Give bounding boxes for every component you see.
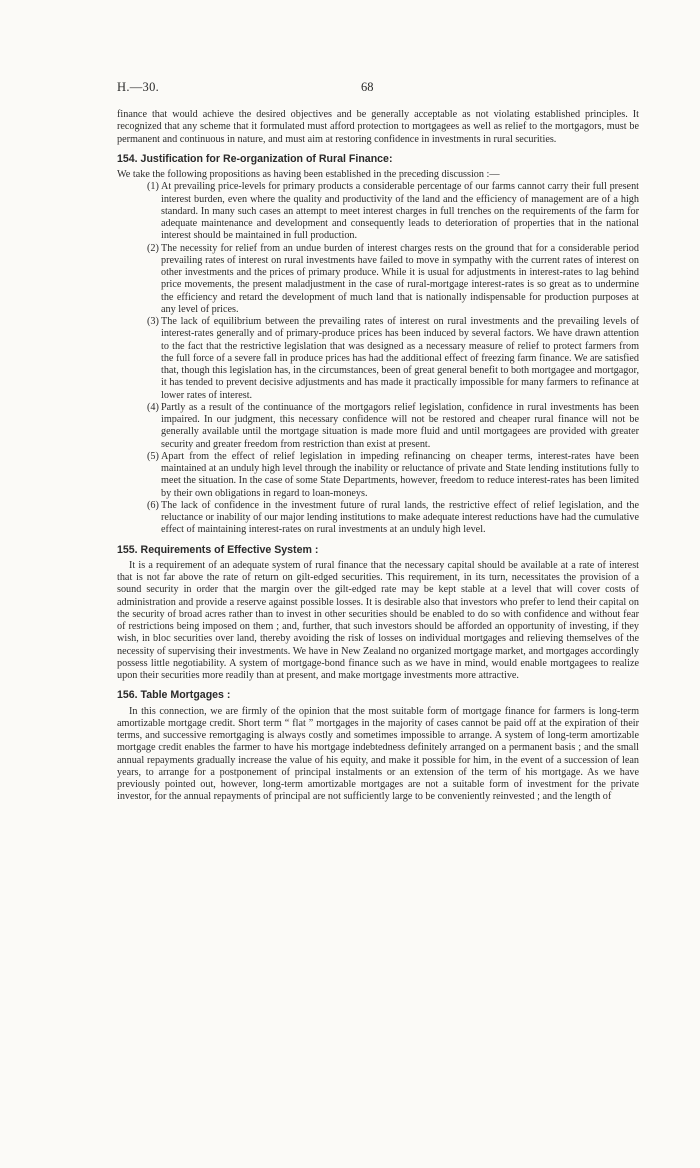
list-item [117,451,639,500]
list-item [117,500,639,537]
section-156-heading: 156. Table Mortgages : [117,689,231,702]
section-155-heading: 155. Requirements of Effective System : [117,543,319,556]
item-number: (6) [147,499,159,511]
list-item [117,402,639,451]
item-text: The lack of equilibrium between the prevailing rates of interest on rural investments and the prevailing levels of interest-rates generally and of primary-produce prices has been induced by several factors. We have drawn attention to the fact that the restrictive legislation that was designed as a necessary measure of relief to protect farmers from the full force of a severe fall in produce prices has had the additional effect of freezing farm finance. We are satisfied that, though this legislation has, in the circumstances, been of great general benefit to both mortgagee and mortgagor, it has tended to prevent decisive adjustments and has made it practically impossible for many farmers to refinance at lower rates of interest. [161,316,639,401]
page-number: 68 [361,80,374,94]
item-text: Partly as a result of the continuance of the mortgagors relief legislation, confidence in rural investments has been impaired. In our judgment, this necessary confidence will not be restored and cheaper rural finance will not be generally available until the mortgage situation is made more fluid and until mortgagees are provided with greater security and greater freedom from restriction than exist at present. [161,401,639,450]
section-156-body: In this connection, we are firmly of the opinion that the most suitable form of mortgage finance for farmers is long-term amortizable mortgage credit. Short term “ flat ” mortgages in the majority of cases cannot be paid off at the expiration of their terms, and successive remortgaging is always costly and sometimes impossible to arrange. A system of long-term amortizable mortgage credit enables the farmer to have his mortgage indebtedness definitely arranged on a permanent basis ; and the small annual repayments gradually increase the value of his equity, and make it possible for him, in the event of a succession of lean years, to arrange for a postponement of principal instalments or an extension of the term of his mortgage. As we have previously pointed out, however, long-term amortizable mortgages are not a suitable form of investment for the private investor, for the annual repayments of principal are not sufficiently large to be conveniently reinvested ; and the length of [117,705,639,803]
section-154-lead: We take the following propositions as having been established in the preceding discussion :— [117,169,500,180]
item-text: Apart from the effect of relief legislation in impeding refinancing on cheaper terms, interest-rates have been maintained at an unduly high level through the inability or reluctance of private and State lending institutions fully to meet the situation. In the case of some State Departments, however, freedom to reduce interest-rates has been limited by their own obligations in regard to loan-moneys. [161,450,639,499]
item-text: At prevailing price-levels for primary products a considerable percentage of our farms cannot carry their full present interest burden, even where the quality and productivity of the land and the efficiency of management are of a high standard. In many such cases an attempt to meet interest charges in full trenches on the requirements of the farm for adequate maintenance and development and consequently leads to deterioration of properties that in the national interest should be maintained in full production. [161,181,639,242]
item-number: (2) [147,242,159,254]
section-155-body: It is a requirement of an adequate system of rural finance that the necessary capital should be available at a rate of interest that is not far above the rate of return on gilt-edged securities. This requirement, in its turn, necessitates the provision of a sound security in order that the margin over the gilt-edged rate may be kept stable at a level that will cover costs of administration and provide a reserve against possible losses. It is desirable also that investors who prefer to lend their capital on the security of broad acres rather than to invest in other securities should be enabled to do so with confidence and without fear of restrictions being imposed on them ; and, further, that such investors should be afforded an opportunity of investing, if they wish, in bloc securities over land, thereby avoiding the risk of losses on individual mortgages and relieving themselves of the necessity of supervising their investments. We have in New Zealand no organized mortgage market, and mortgages accordingly possess little negotiability. A system of mortgage-bond finance such as we have in mind, would enable mortgagees to realize upon their securities more readily than at present, and make mortgage investments more attractive. [117,559,639,681]
document-body [117,109,639,804]
item-text: The lack of confidence in the investment future of rural lands, the restrictive effect of relief legislation, and the reluctance or inability of our major lending institutions to make adequate interest reductions have had the cumulative effect of maintaining interest-rates on rural investments at an unduly high level. [161,499,639,536]
propositions-list [117,181,639,536]
item-text: The necessity for relief from an undue burden of interest charges rests on the ground that for a considerable period prevailing rates of interest on rural investments have failed to move in sympathy with the current rates of interest on other investments and the prices of primary produce. While it is usual for adjustments in interest-rates to lag behind price movements, the present maladjustment in the case of rural-mortgage interest-rates is so great as to undermine the efficiency and retard the development of much land that is nationally indispensable for production purposes at any level of prices. [161,242,639,315]
item-number: (3) [147,316,159,327]
page-reference: H.—30. [117,80,160,94]
section-154-heading: 154. Justification for Re-organization of Rural Finance: [117,152,393,165]
intro-paragraph: finance that would achieve the desired objectives and be generally acceptable as not violating established principles. It recognized that any scheme that it formulated must afford protection to mortgagees as well as relief to the mortgagors, must be permanent and continuous in nature, and must aim at restoring confidence in investments in rural securities. [117,109,639,145]
item-number: (4) [147,401,159,413]
list-item [117,243,639,317]
list-item [117,316,639,402]
item-number: (5) [147,450,159,462]
page-header [117,80,640,96]
item-number: (1) [147,181,159,193]
list-item [117,181,639,242]
